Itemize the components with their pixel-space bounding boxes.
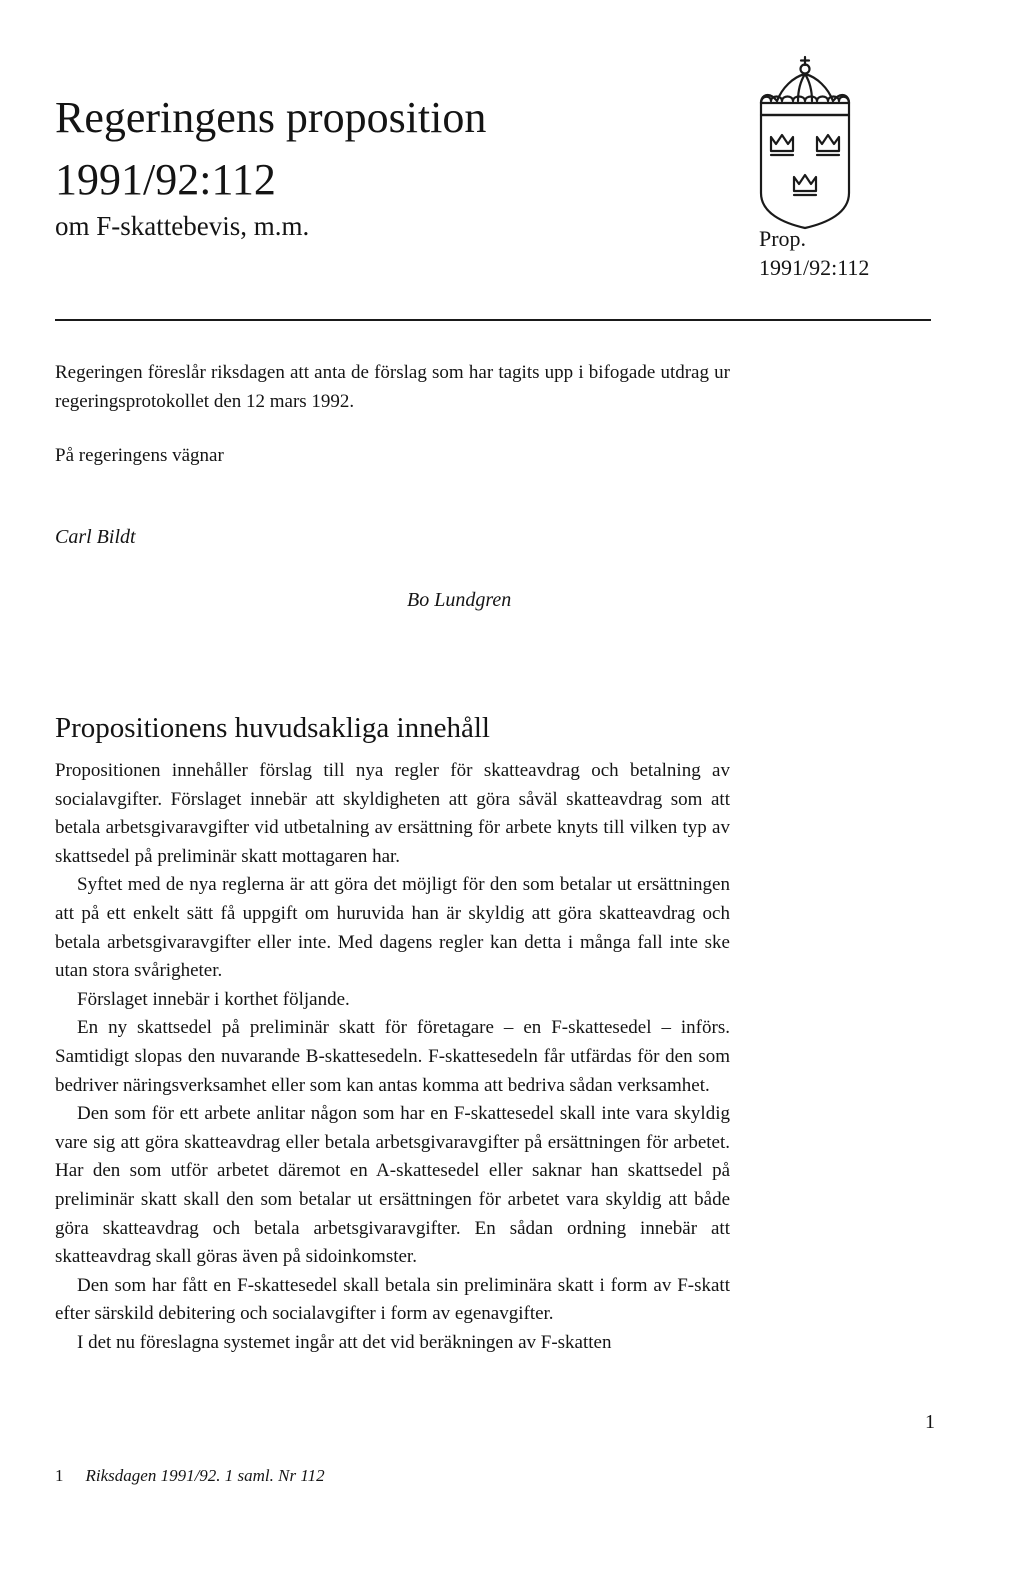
document-number: 1991/92:112 <box>55 155 276 204</box>
horizontal-rule <box>55 319 931 321</box>
summary-paragraph: I det nu föreslagna systemet ingår att det vid beräkningen av F-skatten <box>77 1331 612 1353</box>
document-subtitle: om F-skattebevis, m.m. <box>55 211 310 241</box>
summary-paragraph: Propositionen innehåller förslag till nya regler för skatteavdrag och betalning av socialavgifter. Förslaget innebär att skyldigheten att göra såväl skatteavdrag som att betala arbetsgivaravgifter vid utbetalning av ersättning för arbete knyts till vilken typ av skattsedel på preliminär skatt mottagaren har. <box>55 760 730 867</box>
prop-number: 1991/92:112 <box>759 255 870 280</box>
coat-of-arms-icon <box>755 55 855 230</box>
footnote-number: 1 <box>55 1466 64 1485</box>
page-number: 1 <box>925 1411 935 1433</box>
summary-paragraph: Den som för ett arbete anlitar någon som har en F-skattesedel skall inte vara skyldig vare sig att göra skatteavdrag eller betala arbetsgivaravgifter på ersättningen för arbetet. Har den som utför arbetet däremot en A-skattesedel eller saknar han skattsedel på preliminär skatt skall den som betalar ut ersättningen för arbetet vara skyldig att både göra skatteavdrag och betala arbetsgivaravgifter. En sådan ordning innebär att skatteavdrag skall göras även på sidoinkomster. <box>55 1103 730 1268</box>
footnote <box>55 1466 325 1486</box>
signatory-minister: Bo Lundgren <box>407 589 512 611</box>
footnote-reference: Riksdagen 1991/92. 1 saml. Nr 112 <box>85 1466 325 1485</box>
summary-paragraph: En ny skattsedel på preliminär skatt för företagare – en F-skattesedel – införs. Samtidigt slopas den nuvarande B-skattesedeln. F-skattesedeln får utfärdas för den som bedriver näringsverksamhet eller som kan antas komma att bedriva sådan verksamhet. <box>55 1017 730 1096</box>
summary-body <box>55 757 730 1357</box>
summary-paragraph: Syftet med de nya reglerna är att göra det möjligt för den som betalar ut ersättningen att på ett enkelt sätt få uppgift om huruvida han är skyldig att göra skatteavdrag och betala arbetsgivaravgifter eller inte. Med dagens regler kan detta i många fall inte ske utan stora svårigheter. <box>55 874 730 982</box>
intro-paragraph: Regeringen föreslår riksdagen att anta de förslag som har tagits upp i bifogade utdrag ur regeringsprotokollet den 12 mars 1992. <box>55 362 730 412</box>
prop-label: Prop. <box>759 226 807 251</box>
signatory-prime-minister: Carl Bildt <box>55 526 136 548</box>
summary-paragraph: Förslaget innebär i korthet följande. <box>77 988 350 1010</box>
summary-paragraph: Den som har fått en F-skattesedel skall betala sin preliminära skatt i form av F-skatt efter särskild debitering och socialavgifter i form av egenavgifter. <box>55 1274 730 1325</box>
document-title: Regeringens proposition <box>55 93 487 142</box>
closing-phrase: På regeringens vägnar <box>55 445 224 466</box>
section-heading: Propositionens huvudsakliga innehåll <box>55 712 490 744</box>
